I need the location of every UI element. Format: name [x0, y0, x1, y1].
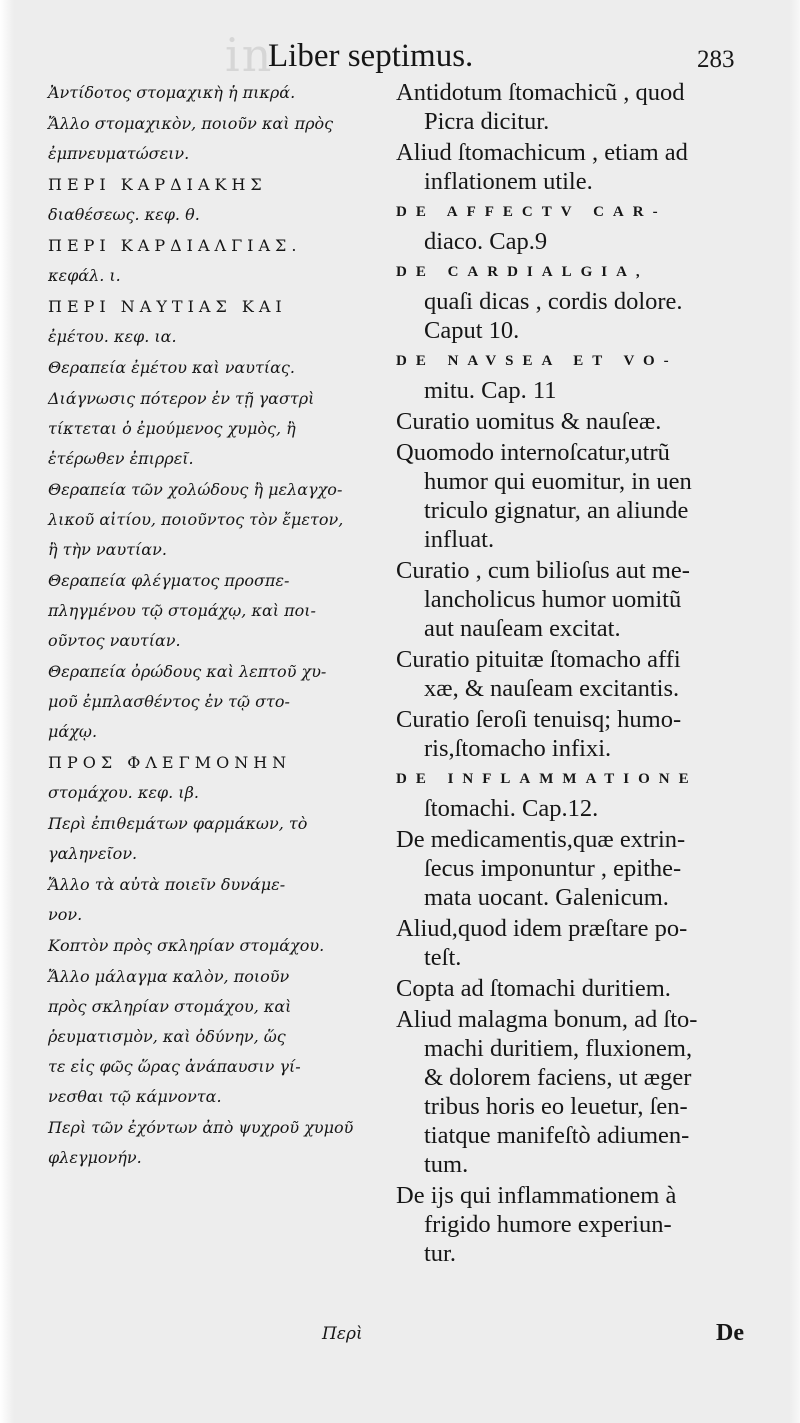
latin-line: ſtomachi. Cap.12. — [424, 795, 599, 822]
greek-chapter-heading — [48, 748, 366, 808]
latin-entry — [396, 407, 756, 436]
latin-line: ris,ſtomacho infixi. — [424, 735, 612, 762]
latin-entry — [396, 1181, 756, 1268]
latin-line: mata uocant. Galenicum. — [424, 884, 669, 911]
greek-line: ἢ τὴν ναυτίαν. — [48, 540, 167, 559]
latin-line: DE NAVSEA ET VO- — [396, 353, 678, 369]
greek-line: Ἀντίδοτος στομαχικὴ ἡ πικρά. — [48, 83, 296, 102]
latin-line: quaſi dicas , cordis dolore. — [424, 288, 683, 315]
latin-line: tiatque manifeſtò adiumen- — [424, 1122, 690, 1149]
latin-chapter-heading — [396, 765, 756, 823]
latin-chapter-heading — [396, 258, 756, 345]
latin-line: Aliud ſtomachicum , etiam ad — [396, 139, 688, 166]
latin-entry — [396, 556, 756, 643]
greek-line: Περὶ τῶν ἐχόντων ἀπὸ ψυχροῦ χυμοῦ — [48, 1118, 354, 1137]
latin-line: Aliud malagma bonum, ad ſto- — [396, 1006, 698, 1033]
greek-line: κεφάλ. ι. — [48, 266, 121, 285]
greek-entry — [48, 353, 366, 383]
greek-entry — [48, 384, 366, 474]
latin-line: Curatio uomitus & nauſeæ. — [396, 408, 662, 435]
greek-line: ΠΡΟΣ ΦΛΕΓΜΟΝΗΝ — [48, 753, 292, 772]
greek-line: φλεγμονήν. — [48, 1148, 142, 1167]
latin-chapter-heading — [396, 347, 756, 405]
greek-line: ΠΕΡΙ ΚΑΡΔΙΑΚΗΣ — [48, 175, 267, 194]
greek-line: πρὸς σκληρίαν στομάχου, καὶ — [48, 997, 292, 1016]
latin-line: DE CARDIALGIA, — [396, 264, 649, 280]
latin-line: Curatio , cum bilioſus aut me- — [396, 557, 690, 584]
latin-line: DE AFFECTV CAR- — [396, 204, 667, 220]
page-edge-left — [0, 0, 14, 1423]
latin-line: tribus horis eo leuetur, ſen- — [424, 1093, 688, 1120]
page-number: 283 — [697, 46, 735, 73]
latin-line: Caput 10. — [424, 317, 520, 344]
latin-line: xæ, & nauſeam excitantis. — [424, 675, 680, 702]
page-edge-right — [790, 0, 800, 1423]
greek-line: ΠΕΡΙ ΚΑΡΔΙΑΛΓΙΑΣ. — [48, 236, 302, 255]
latin-line: DE INFLAMMATIONE — [396, 771, 698, 787]
greek-line: Ἄλλο τὰ αὐτὰ ποιεῖν δυνάμε- — [48, 875, 286, 894]
latin-line: tur. — [424, 1240, 456, 1267]
greek-line: ἐμέτου. κεφ. ια. — [48, 327, 177, 346]
latin-entry — [396, 705, 756, 763]
latin-catchword: De — [716, 1320, 744, 1346]
latin-contents-column — [396, 78, 756, 1270]
latin-line: ſecus imponuntur , epithe- — [424, 855, 682, 882]
latin-line: De ijs qui inflammationem à — [396, 1182, 677, 1209]
latin-line: Antidotum ſtomachicũ , quod — [396, 79, 685, 106]
latin-entry — [396, 914, 756, 972]
latin-entry — [396, 645, 756, 703]
greek-line: λικοῦ αἰτίου, ποιοῦντος τὸν ἔμετον, — [48, 510, 344, 529]
greek-line: ῥευματισμὸν, καὶ ὀδύνην, ὥς — [48, 1027, 286, 1046]
greek-entry — [48, 962, 366, 1112]
latin-line: Aliud,quod idem præſtare po- — [396, 915, 688, 942]
greek-line: γαληνεῖον. — [48, 844, 138, 863]
latin-line: inflationem utile. — [424, 168, 593, 195]
greek-entry — [48, 78, 366, 108]
latin-line: humor qui euomitur, in uen — [424, 468, 692, 495]
latin-line: Curatio pituitæ ſtomacho affi — [396, 646, 681, 673]
latin-entry — [396, 438, 756, 554]
latin-entry — [396, 138, 756, 196]
latin-line: De medicamentis,quæ extrin- — [396, 826, 686, 853]
latin-line: Curatio ſeroſi tenuisq; humo- — [396, 706, 682, 733]
greek-entry — [48, 566, 366, 656]
show-through-text: in — [225, 28, 274, 82]
greek-chapter-heading — [48, 292, 366, 352]
greek-line: διαθέσεως. κεφ. θ. — [48, 205, 200, 224]
greek-line: νεσθαι τῷ κάμνοντα. — [48, 1087, 222, 1106]
greek-line: Ἄλλο στομαχικὸν, ποιοῦν καὶ πρὸς — [48, 114, 334, 133]
greek-line: Περὶ ἐπιθεμάτων φαρμάκων, τὸ — [48, 814, 308, 833]
greek-entry — [48, 870, 366, 930]
latin-entry — [396, 78, 756, 136]
greek-line: Θεραπεία ἐμέτου καὶ ναυτίας. — [48, 358, 295, 377]
greek-line: οῦντος ναυτίαν. — [48, 631, 181, 650]
greek-line: ΠΕΡΙ ΝΑΥΤΙΑΣ ΚΑΙ — [48, 297, 287, 316]
greek-line: μάχῳ. — [48, 722, 98, 741]
greek-line: τίκτεται ὁ ἐμούμενος χυμὸς, ἢ — [48, 419, 296, 438]
latin-line: Picra dicitur. — [424, 108, 550, 135]
latin-line: lancholicus humor uomitũ — [424, 586, 682, 613]
greek-line: ἑτέρωθεν ἐπιρρεῖ. — [48, 449, 194, 468]
greek-line: Θεραπεία τῶν χολώδους ἢ μελαγχο- — [48, 480, 343, 499]
latin-line: machi duritiem, fluxionem, — [424, 1035, 693, 1062]
latin-line: triculo gignatur, an aliunde — [424, 497, 689, 524]
greek-chapter-heading — [48, 170, 366, 230]
latin-entry — [396, 974, 756, 1003]
greek-chapter-heading — [48, 231, 366, 291]
latin-line: frigido humore experiun- — [424, 1211, 672, 1238]
latin-entry — [396, 825, 756, 912]
greek-line: τε εἰς φῶς ὥρας ἀνάπαυσιν γί- — [48, 1057, 301, 1076]
greek-catchword: Περὶ — [322, 1324, 363, 1344]
latin-chapter-heading — [396, 198, 756, 256]
greek-entry — [48, 809, 366, 869]
greek-line: ἐμπνευματώσειν. — [48, 144, 190, 163]
greek-line: Θεραπεία ὀρώδους καὶ λεπτοῦ χυ- — [48, 662, 327, 681]
running-title: Liber septimus. — [268, 38, 474, 74]
latin-line: Copta ad ſtomachi duritiem. — [396, 975, 671, 1002]
greek-line: πληγμένου τῷ στομάχῳ, καὶ ποι- — [48, 601, 316, 620]
greek-line: νον. — [48, 905, 83, 924]
latin-line: diaco. Cap.9 — [424, 228, 548, 255]
greek-line: Διάγνωσις πότερον ἐν τῇ γαστρὶ — [48, 389, 315, 408]
latin-line: Quomodo internoſcatur,utrũ — [396, 439, 670, 466]
greek-entry — [48, 109, 366, 169]
greek-line: στομάχου. κεφ. ιβ. — [48, 783, 199, 802]
greek-line: Κοπτὸν πρὸς σκληρίαν στομάχου. — [48, 936, 325, 955]
latin-line: influat. — [424, 526, 495, 553]
latin-line: tum. — [424, 1151, 469, 1178]
greek-contents-column — [48, 78, 366, 1173]
latin-entry — [396, 1005, 756, 1179]
latin-line: teſt. — [424, 944, 462, 971]
greek-entry — [48, 931, 366, 961]
greek-entry — [48, 1113, 366, 1173]
latin-line: mitu. Cap. 11 — [424, 377, 557, 404]
greek-line: μοῦ ἐμπλασθέντος ἐν τῷ στο- — [48, 692, 290, 711]
greek-entry — [48, 657, 366, 747]
greek-line: Θεραπεία φλέγματος προσπε- — [48, 571, 290, 590]
greek-entry — [48, 475, 366, 565]
greek-line: Ἄλλο μάλαγμα καλὸν, ποιοῦν — [48, 967, 290, 986]
latin-line: aut nauſeam excitat. — [424, 615, 621, 642]
latin-line: & dolorem faciens, ut æger — [424, 1064, 692, 1091]
